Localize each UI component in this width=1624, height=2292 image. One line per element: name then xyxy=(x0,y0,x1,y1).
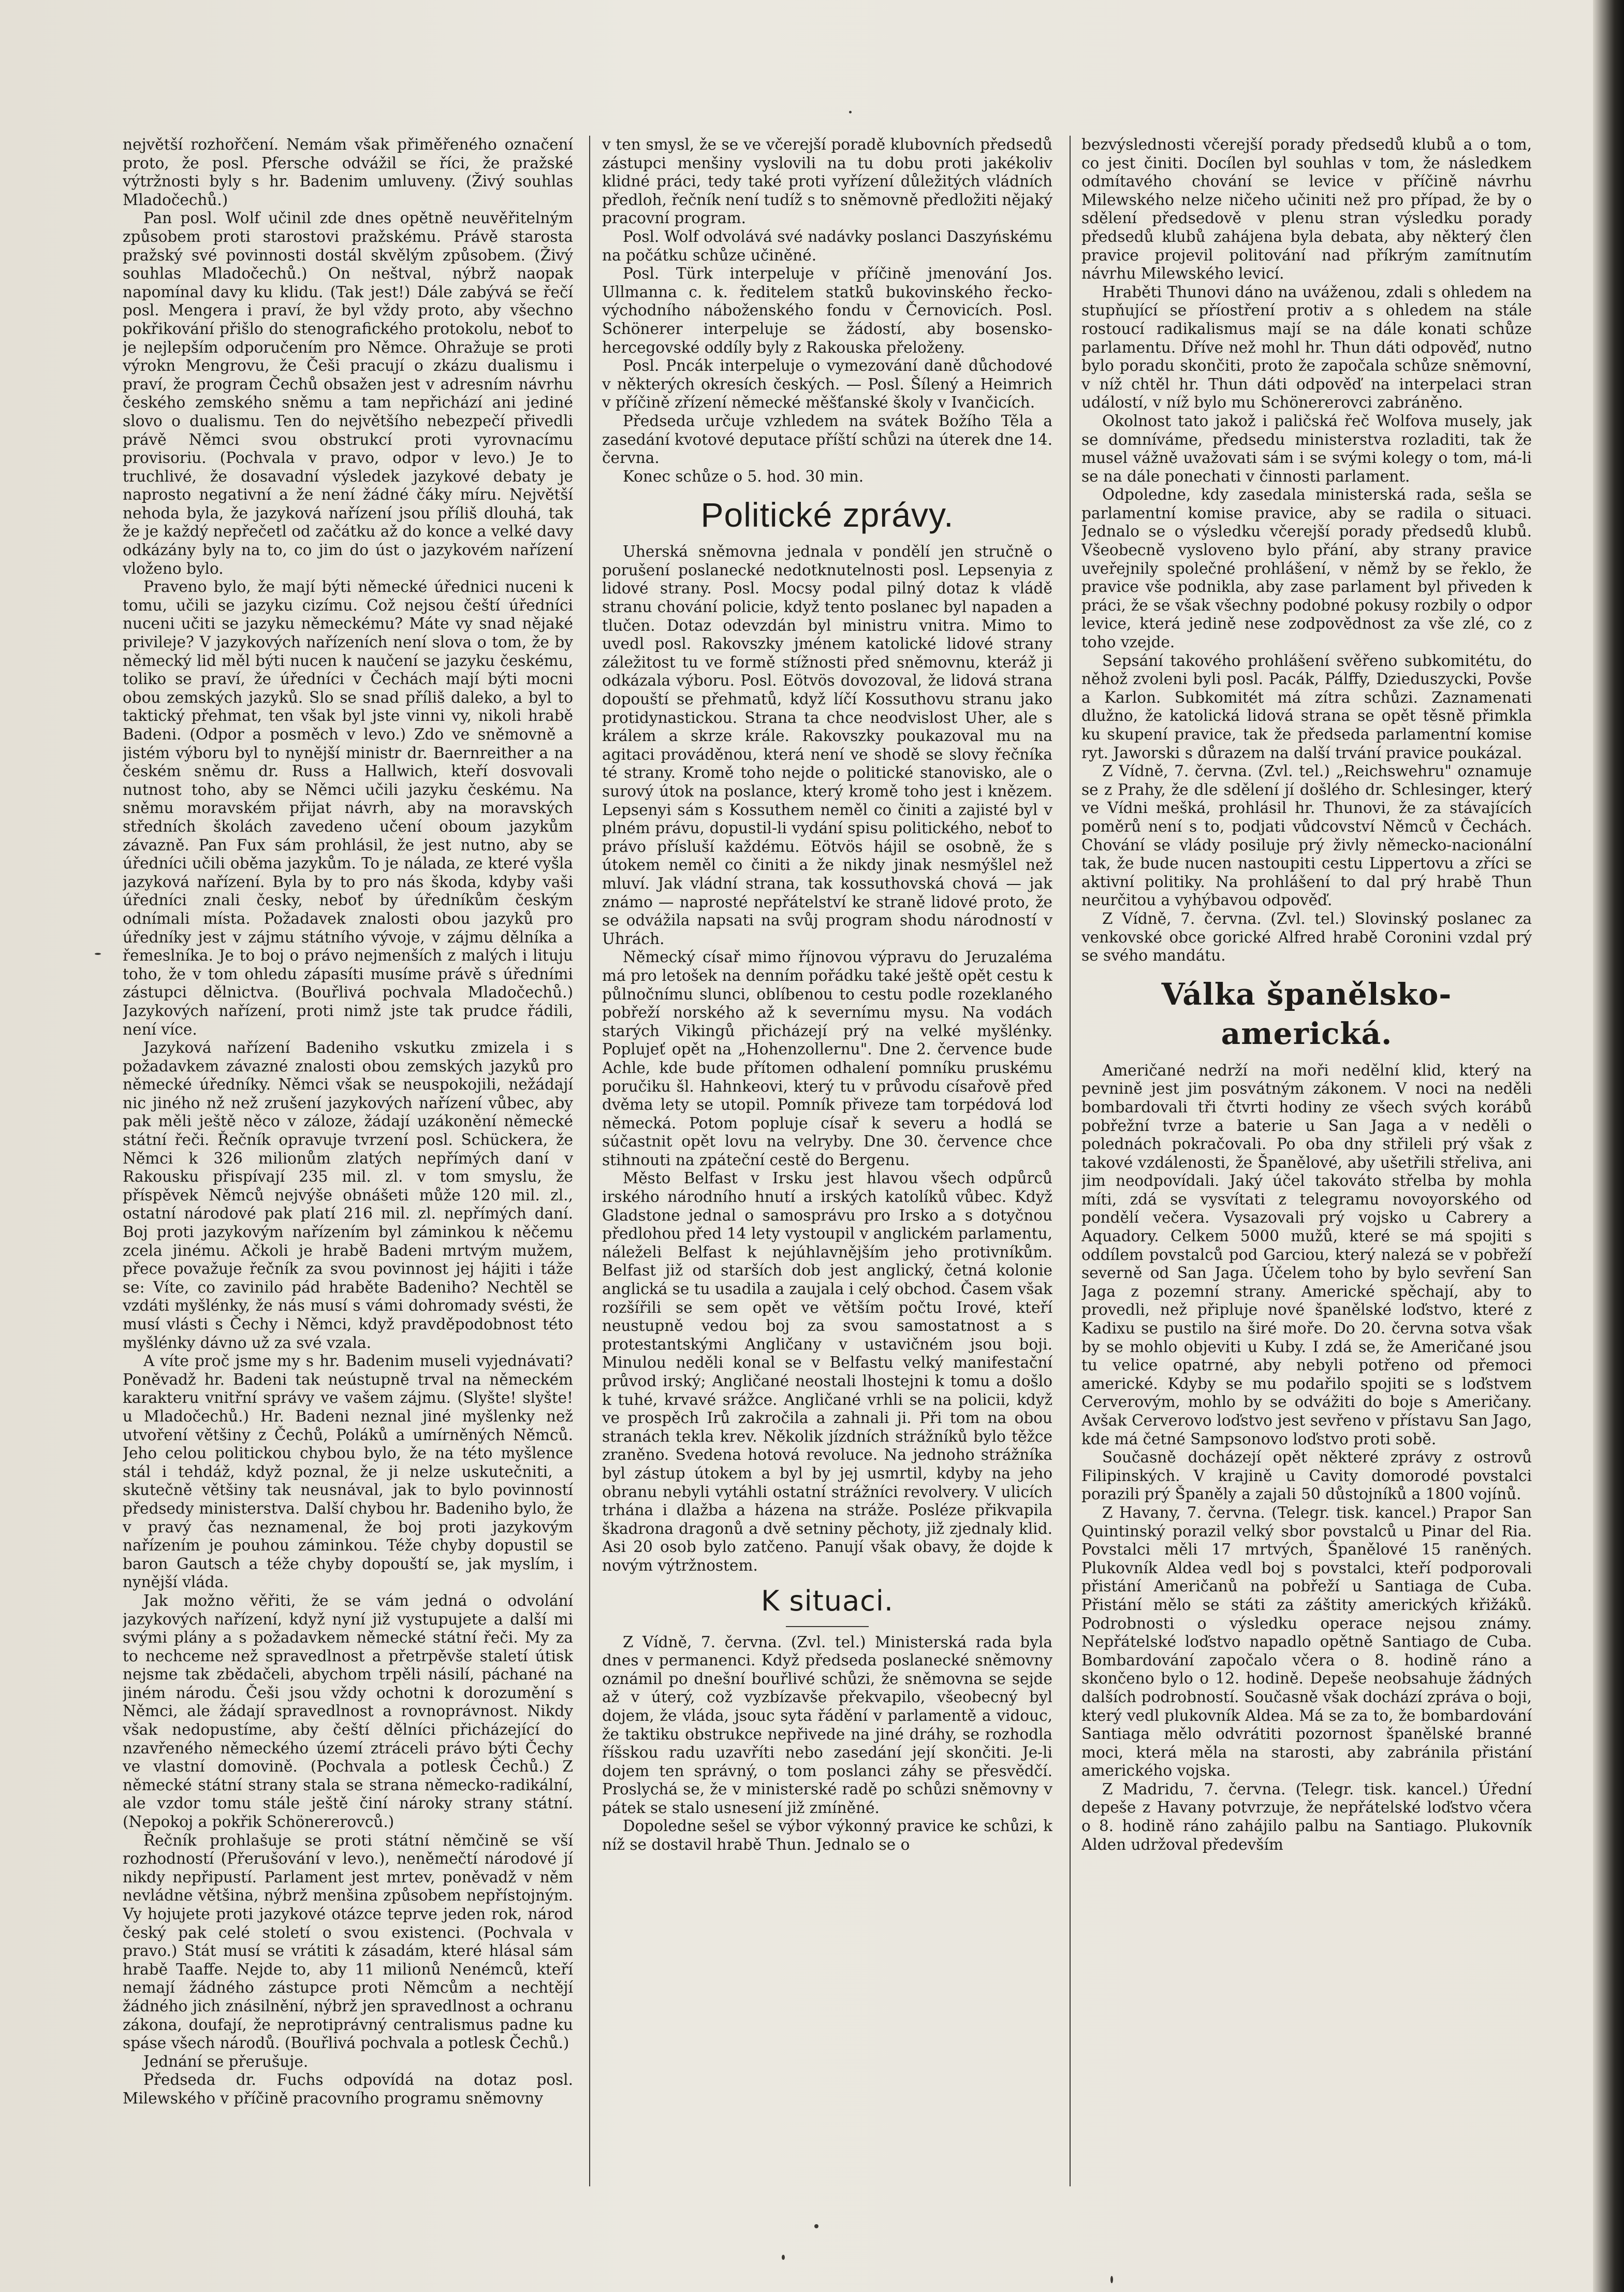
article-paragraph: Z Havany, 7. června. (Telegr. tisk. kancel.) Prapor San Quintinský porazil velký sbor povstalců u Pinar del Ria. Povstalci měli 17 mrtvých, Španělové 15 raněných. Plukovník Aldea vedl boj s povstalci, kteří podporovali přistání Američanů na pobřeží u Santiaga de Cuba. Přistání mělo se státi za záštity amerických křižáků. Podrobnosti o výsledku operace nejsou známy. Nepřátelské loďstvo napadlo opětně Santiago de Cuba. Bombardování započalo včera o 8. hodině ráno a skončeno bylo o 12. hodině. Depeše neobsahuje žádných dalších podrobností. Současně však dochází zpráva o boji, který vedl plukovník Aldea. Má se za to, že bombardování Santiaga mělo odvrátiti pozornost španělské branné moci, která měla na starosti, aby zabránila přistání amerického vojska. xyxy=(1081,1503,1532,1780)
article-paragraph: Z Vídně, 7. června. (Zvl. tel.) „Reichswehru" oznamuje se z Prahy, že dle sdělení jí došlého dr. Schlesinger, který ve Vídni mešká, prohlásil hr. Thunovi, že za stávajících poměrů není s to, podjati vůdcovství Němců v Čechách. Chování se vlády posiluje prý živly německo-nacionální tak, že bude nucen nastoupiti cestu Lippertovu a zříci se aktivní politiky. Na prohlášení to dal prý hrabě Thun neurčitou a vyhýbavou odpověď. xyxy=(1081,762,1532,909)
article-paragraph: Německý císař mimo říjnovou výpravu do Jeruzaléma má pro letošek na denním pořádku také ještě opět cestu k půlnočnímu slunci, oblíbenou to cestu podle rozeklaného pobřeží norského až k severnímu mysu. Na vodách starých Vikingů přicházejí prý na velké myšlénky. Poplujeť opět na „Hohenzollernu". Dne 2. července bude Achle, kde bude přítomen odhalení pomníku pruskému poručiku šl. Hahnkeovi, který tu v průvodu císařově před dvěma lety se utopil. Pomník přiveze tam torpédová loď německá. Potom popluje císař k severu a hodlá se súčastnit opět lovu na velryby. Dne 30. července chce stihnouti na zpáteční cestě do Bergenu. xyxy=(602,948,1052,1169)
article-paragraph: bezvýslednosti včerejší porady předsedů klubů a o tom, co jest činiti. Docílen byl souhlas v tom, že následkem odmítavého chování se levice v příčině návrhu Milewského nelze ničeho učiniti než pro případ, že by o sdělení předsedově v plenu stran výsledku porady předsedů klubů zahájena byla debata, aby některý člen pravice projevil politování nad příkrým zamítnutím návrhu Milewského levicí. xyxy=(1081,136,1532,283)
article-paragraph: Posl. Türk interpeluje v příčině jmenování Jos. Ullmanna c. k. ředitelem statků bukovinského řecko-východního náboženského fondu v Černovicích. Posl. Schönerer interpeluje se žádostí, aby bosensko-hercegovské oddíly byly z Rakouska přeloženy. xyxy=(602,265,1052,356)
article-paragraph: Současně docházejí opět některé zprávy z ostrovů Filipinských. V krajině u Cavity domorodé povstalci porazili prý Španěly a zajali 50 důstojníků a 1800 vojínů. xyxy=(1081,1448,1532,1503)
article-paragraph: Z Vídně, 7. června. (Zvl. tel.) Slovinský poslanec za venkovské obce gorické Alfred hrabě Coronini vzdal prý se svého mandátu. xyxy=(1081,909,1532,965)
article-paragraph: Z Madridu, 7. června. (Telegr. tisk. kancel.) Úřední depeše z Havany potvrzuje, že nepřátelské loďstvo včera o 8. hodině ráno zahájilo palbu na Santiago. Plukovník Alden udržoval především xyxy=(1081,1780,1532,1853)
article-paragraph: Sepsání takového prohlášení svěřeno subkomitétu, do něhož zvoleni byli posl. Pacák, Pálffy, Dzieduszycki, Povše a Karlon. Subkomitét má zítra schůzi. Zaznamenati dlužno, že katolická lidová strana se opět těsně přimkla ku skupení pravice, tak že předseda parlamentní komise ryt. Jaworski s důrazem na další trvání pravice poukázal. xyxy=(1081,651,1532,762)
column-middle xyxy=(602,136,1052,2207)
article-paragraph: Dopoledne sešel se výbor výkonný pravice ke schůzi, k níž se dostavil hrabě Thun. Jednalo se o xyxy=(602,1817,1052,1854)
section-heading: Válka španělsko-americká. xyxy=(1161,976,1452,1051)
section-heading: Politické zprávy. xyxy=(700,496,954,534)
article-paragraph: Předseda určuje vzhledem na svátek Božího Těla a zasedání kvotové deputace příští schůzi na úterek dne 14. června. xyxy=(602,412,1052,467)
ink-speck xyxy=(95,953,101,955)
article-paragraph: Konec schůze o 5. hod. 30 min. xyxy=(623,467,864,485)
column-right xyxy=(1081,136,1532,2217)
article-paragraph: Hraběti Thunovi dáno na uváženou, zdali s ohledem na stupňující se příostření protiv a s ohledem na stále rostoucí radikalismus mají se na dále konati schůze parlamentu. Dříve než mohl hr. Thun dáti odpověď, nutno bylo poradu skončiti, proto že započala schůze sněmovní, v níž chtěl hr. Thun dáti odpověď na interpelaci stran událostí, v níž bylo mu Schönererovci zabráněno. xyxy=(1081,283,1532,412)
article-paragraph: Jednání se přerušuje. xyxy=(143,2052,309,2070)
article-paragraph: Posl. Pncák interpeluje o vymezování daně důchodové v některých okresích českých. — Posl. Šílený a Heimrich v příčině zřízení německé měšťanské školy v Ivančicích. xyxy=(602,357,1052,412)
article-paragraph: Jazyková nařízení Badeniho vskutku zmizela i s požadavkem závazné znalosti obou zemských jazyků pro německé úředníky. Němci však se neuspokojili, nežádají nic jiného nž než zrušení jazykových nařízení vůbec, aby pak měli ještě něco v záloze, žádají uzákonění německé státní řeči. Řečník opravuje tvrzení posl. Schückera, že Němci k 326 milionům zlatých nepřímých daní v Rakousku přispívají 235 mil. zl. v tom smyslu, že příspěvek Němců nejvýše obnášeti může 120 mil. zl., ostatní národové pak platí 216 mil. zl. nepřímých daní. Boj proti jazykovým nařízením byl záminkou k něčemu zcela jinému. Ačkoli je hrabě Badeni mrtvým mužem, přece považuje řečník za svou povinnost jej hájiti i táže se: Víte, co zavinilo pád hraběte Badeniho? Nechtěl se vzdáti myšlénky, že nás musí s vámi dohromady svésti, že musí vlásti s Čechy i Němci, když pravděpodobnost této myšlénky dávno už za své vzala. xyxy=(123,1039,573,1352)
ink-speck xyxy=(849,111,852,113)
article-paragraph: Odpoledne, kdy zasedala ministerská rada, sešla se parlamentní komise pravice, aby se radila o situaci. Jednalo se o výsledku včerejší porady předsedů klubů. Všeobecně vysloveno bylo přání, aby strany pravice uveřejnily společné prohlášení, v němž by se řeklo, že pravice vše podnikla, aby zase parlament byl přiveden k práci, že se však všechny podobné pokusy rozbily o odpor levice, která jedině nese zodpovědnost za vše zlé, co z toho vzejde. xyxy=(1081,486,1532,651)
article-paragraph: Američané nedrží na moři nedělní klid, který na pevnině jest jim posvátným zákonem. V noci na neděli bombardovali tři čtvrti hodiny ze všech svých korábů pobřežní tvrze a baterie u San Jaga a v neděli o polednách pokračovali. Po oba dny střileli prý však z takové vzdálenosti, že Španělové, aby ušetřili střeliva, ani jim neodpovídali. Jaký účel takováto střelba by mohla míti, zdá se vysvítati z telegramu novoyorského od pondělí večera. Vysazovali prý vojsko u Cabrery a Aquadory. Celkem 5000 mužů, které se má spojiti s oddílem povstalců pod Garciou, který nalezá se v pobřeží severně od San Jaga. Účelem toho by bylo sevření San Jaga z pozemní strany. Americké spěchají, aby to provedli, než připluje nové španělské loďstvo, které z Kadixu se pustilo na širé moře. Do 20. června sotva však by se mohlo objeviti u Kuby. I zdá se, že Američané jsou tu velice opatrné, aby nebyli potřeno od přemoci americké. Kdyby se mu podařilo spojiti se s loďstvem Cerverovým, mohlo by se odvážiti do boje s Američany. Avšak Cerverovo loďstvo jest sevřeno v přístavu San Jago, kde má četné Sampsonovo loďstvo proti sobě. xyxy=(1081,1061,1532,1448)
article-paragraph: Pan posl. Wolf učinil zde dnes opětně neuvěřitelným způsobem proti starostovi pražskému. Právě starosta pražský své povinnosti dostál skvělým způsobem. (Živý souhlas Mladočechů.) On neštval, nýbrž naopak napomínal davy ku klidu. (Tak jest!) Dále zabývá se řečí posl. Mengera i praví, že byl vždy proto, aby všechno pokřikování přišlo do stenografického protokolu, neboť to je nejlepším odporučením pro Němce. Ohražuje se proti výrokn Mengrovu, že Češi pracují o zkázu dualismu i praví, že program Čechů obsažen jest v adresním návrhu českého zemského sněmu a tam nepřichází ani jediné slovo o dualismu. Ten do největšího nebezpečí přivedli právě Němci svou obstrukcí proti vyrovnacímu provisoriu. (Pochvala v pravo, odpor v levo.) Je to truchlivé, že dosavadní výsledek jazykové debaty je naprosto negativní a že není žádné čáky míru. Největší nehoda byla, že jazyková nařízení jsou příliš dlouhá, tak že je každý nepřečetl od začátku až do konce a velké davy odkázány byly na to, co jim do úst o jazykovém nařízení vloženo bylo. xyxy=(123,209,573,577)
heading-underline xyxy=(786,1626,869,1627)
article-paragraph: Okolnost tato jakož i paličská řeč Wolfova musely, jak se domníváme, předsedu ministerstva rozladiti, tak že musel vážně uvažovati sám i se svými kolegy o tom, má-li se na dále ponechati v činnosti parlament. xyxy=(1081,412,1532,485)
article-paragraph: Posl. Wolf odvolává své nadávky poslanci Daszyńskému na počátku schůze učiněné. xyxy=(602,227,1052,264)
ink-speck xyxy=(814,2224,818,2228)
column-rule xyxy=(1070,136,1071,2186)
ink-speck xyxy=(782,2255,785,2260)
article-paragraph: Předseda dr. Fuchs odpovídá na dotaz posl. Milewského v příčině pracovního programu sněmovny xyxy=(123,2071,573,2107)
article-paragraph: Praveno bylo, že mají býti německé úřednici nuceni k tomu, učili se jazyku cizímu. Což nejsou čeští úředníci nuceni učiti se jazyku německému? Máte vy snad nějaké privileje? V jazykových nařízeních není slova o tom, že by německý lid měl býti nucen k naučení se jazyku českému, toliko se praví, že úředníci v Čechách mají býti mocni obou zemských jazyků. Slo se snad příliš daleko, a byl to taktický přehmat, ten však byl jste vinni vy, nikoli hrabě Badeni. (Odpor a posměch v levo.) Zdo ve sněmovně a jistém výboru byl to nynější ministr dr. Baernreither a na českém sněmu dr. Russ a Hallwich, kteří dosvovali nutnost toho, aby se Němci učili jazyku českému. Na sněmu moravském přijat návrh, aby na moravských středních školách zavedeno učení oboum jazykům závazně. Pan Fux sám prohlásil, že jest nutno, aby se úředníci učili oběma jazykům. To je nálada, ze které vyšla jazyková nařízení. Byla by to pro nás škoda, kdyby vaši úředníci znali česky, neboť by úředníkům českým odnímali místa. Požadavek znalosti obou jazyků pro úředníky jest v zájmu státního vývoje, v zájmu dělníka a řemeslníka. Je to boj o právo nejmenších z malých i lituju toho, že v tom ohledu zápasíti musíme právě s úředními zástupci dělnictva. (Bouřlivá pochvala Mladočechů.) Jazykových nařízení, proti nimž jste tak prudce řádili, není více. xyxy=(123,578,573,1038)
ink-speck xyxy=(1110,2276,1113,2283)
page-binding-edge xyxy=(1593,0,1624,2292)
article-paragraph: Z Vídně, 7. června. (Zvl. tel.) Ministerská rada byla dnes v permanenci. Když předseda poslanecké sněmovny oznámil po dnešní bouřlivé schůzi, že sněmovna se sejde až v úterý, což vyzbízavše překvapilo, všeobecný byl dojem, že vláda, jsouc syta řádění v parlamentě a vidouc, že taktiku obstrukce nepřivede na jiné dráhy, se rozhodla říšskou radu uzavříti nebo zasedání její skončiti. Je-li dojem ten správný, o tom poslanci záhy se přesvědčí. Proslychá se, že v ministerské radě po schůzi sněmovny v pátek se stalo usnesení již zmíněné. xyxy=(602,1633,1052,1817)
article-paragraph: Jak možno věřiti, že se vám jedná o odvolání jazykových nařízení, když nyní již vystupujete a další mi svými plány a s požadavkem německé státní řeči. My za to nechceme než spravedlnost a přetrpěvše staletí útisk nejsme tak zbědačeli, abychom trpěli násilí, páchané na jiném národu. Češi jsou vždy ochotni k dorozumění s Němci, ale žádají spravedlnost a rovnoprávnost. Nikdy však nedopustíme, aby čeští dělníci přicházející do nzavřeného německého území ztráceli právo býti Čechy ve vlastní domovině. (Pochvala a potlesk Čechů.) Z německé státní strany stala se strana německo-radikální, ale vzdor tomu stále ještě činí nároky strany státní. (Nepokoj a pokřik Schönererovců.) xyxy=(123,1591,573,1831)
column-rule xyxy=(589,136,590,2186)
article-paragraph: Uherská sněmovna jednala v pondělí jen stručně o porušení poslanecké nedotknutelnosti posl. Lepsenyia z lidové strany. Posl. Mocsy podal pilný dotaz k vládě stranu chování policie, když tento poslanec byl napaden a tlučen. Dotaz odevzdán byl ministru vnitra. Mimo to uvedl posl. Rakovszky jménem katolické lidové strany záležitost tu ve formě stížnosti před sněmovnu, kteráž ji odkázala výboru. Posl. Eötvös dovozoval, že lidová strana dopouští se přehmatů, když líčí Kossuthovu stranu jako protidynastickou. Strana ta chce neodvislost Uher, ale s králem a skrze krále. Rakovszky poukazoval mu na agitaci prováděnou, která není ve shodě se slovy řečníka té strany. Kromě toho nejde o politické stanovisko, ale o surový útok na poslance, který kromě toho jest i knězem. Lepsenyi sám s Kossuthem neměl co činiti a zajisté byl v plném právu, dopustil-li vydání spisu politického, neboť to právo přísluší každému. Eötvös hájil se osobně, že s útokem neměl co činiti a že nikdy jinak nesmýšlel než mluví. Jak vládní strana, tak kossuthovská chová — jak známo — naprosté nepřátelství ke straně lidové proto, že se odvážila napsati na svůj program shodu národností v Uhrách. xyxy=(602,543,1052,948)
article-paragraph: A víte proč jsme my s hr. Badenim museli vyjednávati? Poněvadž hr. Badeni tak neústupně trval na německém karakteru vnitřní správy ve vašem zájmu. (Slyšte! slyšte! u Mladočechů.) Hr. Badeni neznal jiné myšlenky než utvoření většiny z Čechů, Poláků a umírněných Němců. Jeho celou politickou chybou bylo, že na této myšlence stál i tehdáž, když poznal, že ji nelze uskutečniti, a skutečně většiny tak neusnával, jak to bylo povinností předsedy ministerstva. Další chybou hr. Badeniho bylo, že v pravý čas neznamenal, že boj proti jazykovým nařízením je pouhou záminkou. Téže chyby dopustil se baron Gautsch a téže chyby dopouští se, jak myslím, i nynější vláda. xyxy=(123,1352,573,1591)
article-paragraph: Řečník prohlašuje se proti státní němčině se vší rozhodností (Přerušování v levo.), neněmečtí národové jí nikdy nepřipustí. Parlament jest mrtev, poněvadž v něm nevládne většina, nýbrž menšina způsobem nepřístojným. Vy hojujete proti jazykové otázce teprve jeden rok, národ český pak celé století o svou existenci. (Pochvala v pravo.) Stát musí se vrátiti k zásadám, které hlásal sám hrabě Taaffe. Nejde to, aby 11 milionů Nenémců, kteří nemají žádného zástupce proti Němcům a nechtějí žádného jich znásilnění, nýbrž jen spravedlnost a ochranu zákona, doufají, že neprotiprávný centralismus padne ku spáse všech národů. (Bouřlivá pochvala a potlesk Čechů.) xyxy=(123,1831,573,2052)
article-paragraph: Město Belfast v Irsku jest hlavou všech odpůrců irského národního hnutí a irských katolíků vůbec. Když Gladstone jednal o samosprávu pro Irsko a s dotyčnou předlohou před 14 lety vystoupil v anglickém parlamentu, náleželi Belfast k nejúhlavnějším jeho protivníkům. Belfast již od starších dob jest anglický, četná kolonie anglická se tu usadila a zaujala i celý obchod. Časem však rozšířili se sem opět ve větším počtu Irové, kteří neustupně vedou boj za svou samostatnost a s protestantskými Angličany v ustavičném jsou boji. Minulou neděli konal se v Belfastu velký manifestační průvod irský; Angličané neostali lhostejni k tomu a došlo k tuhé, krvavé srážce. Angličané vrhli se na policii, když ve prospěch Irů zakročila a zahnali ji. Při tom na obou stranách tekla krev. Několik jízdních strážníků bylo těžce zraněno. Svedena hotová revoluce. Na jednoho strážníka byl zástup útokem a byl by jej usmrtil, kdyby na jeho obranu nebyli vytáhli ostatní strážníci revolvery. V ulicích trhána i dlažba a házena na stráže. Posléze přikvapila škadrona dragonů a dvě setniny pěchoty, již zjednaly klid. Asi 20 osob bylo zatčeno. Panují však obavy, že dojde k novým výtržnostem. xyxy=(602,1169,1052,1574)
column-left xyxy=(123,136,573,2129)
article-paragraph: největší rozhořčení. Nemám však přiměřeného označení proto, že posl. Pfersche odvážil se říci, že pražské výtržnosti byly s hr. Badenim umluveny. (Živý souhlas Mladočechů.) xyxy=(123,136,573,209)
article-paragraph: v ten smysl, že se ve včerejší poradě klubovních předsedů zástupci menšiny vyslovili na tu dobu proti jakékoliv klidné práci, tedy také proti vyřízení důležitých vládních předloh, řečník není tudíž s to sněmovně předložiti nějaký pracovní program. xyxy=(602,136,1052,227)
section-heading: K situaci. xyxy=(760,1584,894,1617)
